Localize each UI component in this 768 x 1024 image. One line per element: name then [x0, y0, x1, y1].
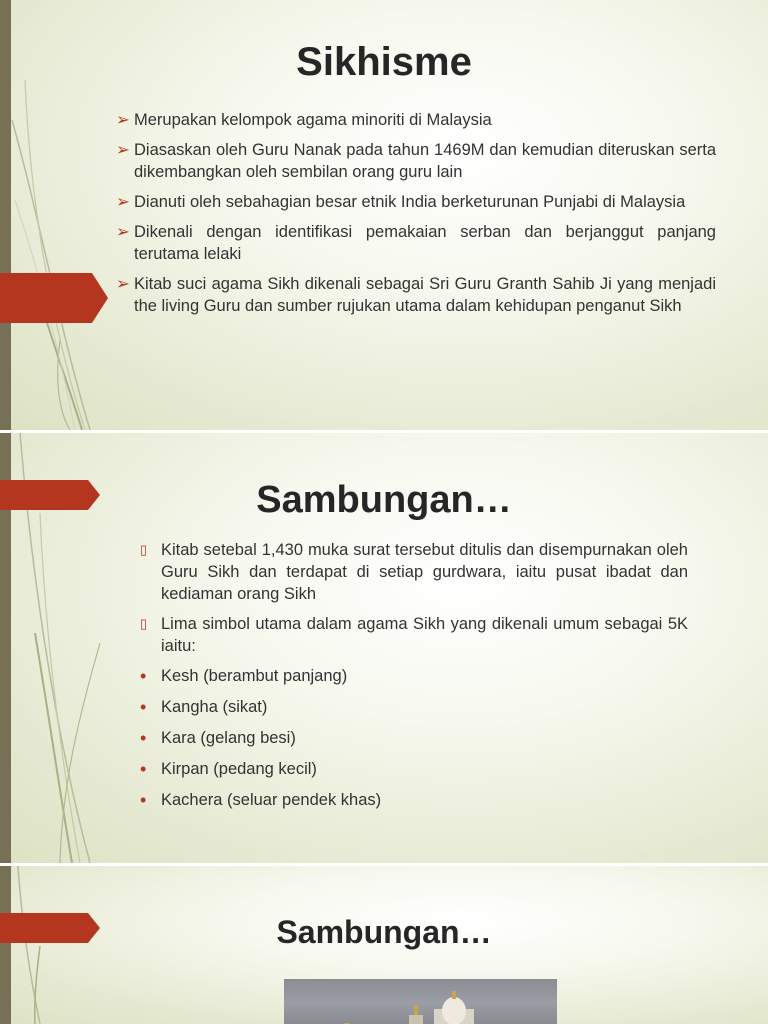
list-item: ➢ Dikenali dengan identifikasi pemakaian serban dan berjanggut panjang terutama lelaki	[116, 223, 716, 263]
slide-title: Sambungan…	[276, 914, 492, 950]
list-item: ➢ Dianuti oleh sebahagian besar etnik India berketurunan Punjabi di Malaysia	[116, 193, 686, 211]
slide-1	[0, 0, 768, 430]
list-item: ➢ Merupakan kelompok agama minoriti di Malaysia	[116, 111, 492, 129]
dot-bullet-icon: •	[140, 759, 147, 779]
dot-bullet-icon: •	[140, 697, 147, 717]
gurdwara-photo	[284, 979, 557, 1024]
slide-2	[0, 433, 768, 863]
list-item: • Kara (gelang besi)	[140, 728, 296, 748]
red-arrow-tab	[0, 273, 110, 323]
arrow-bullet-icon: ➢	[116, 111, 130, 129]
slide-3	[0, 866, 768, 1024]
dot-bullet-icon: •	[140, 790, 147, 810]
list-item: • Kirpan (pedang kecil)	[140, 759, 317, 779]
arrow-bullet-icon: ➢	[116, 275, 130, 293]
list-item: ➢ Diasaskan oleh Guru Nanak pada tahun 1469M dan kemudian diteruskan serta dikembangkan oleh sembilan orang guru lain	[116, 141, 716, 181]
dot-bullet-icon: •	[140, 666, 147, 686]
arrow-bullet-icon: ➢	[116, 141, 130, 159]
dot-bullet-icon: •	[140, 728, 147, 748]
list-item: ➢ Kitab suci agama Sikh dikenali sebagai Sri Guru Granth Sahib Ji yang menjadi the living Guru dan sumber rujukan utama dalam kehidupan penganut Sikh	[116, 275, 716, 315]
arrow-bullet-icon: ➢	[116, 193, 130, 211]
list-item: ▯ Lima simbol utama dalam agama Sikh yang dikenali umum sebagai 5K iaitu:	[140, 615, 688, 655]
gurdwara-dome-image	[284, 979, 557, 1024]
bullet-list	[116, 109, 716, 325]
box-bullet-icon: ▯	[140, 542, 148, 557]
slide-title: Sikhisme	[296, 40, 472, 84]
slide-title: Sambungan…	[256, 479, 512, 521]
bullet-list	[140, 539, 688, 820]
list-item: ▯ Kitab setebal 1,430 muka surat tersebut ditulis dan disempurnakan oleh Guru Sikh dan terdapat di setiap gurdwara, iaitu pusat ibadat dan kediaman orang Sikh	[140, 541, 688, 603]
list-item: • Kesh (berambut panjang)	[140, 666, 348, 686]
box-bullet-icon: ▯	[140, 616, 148, 631]
list-item: • Kangha (sikat)	[140, 697, 268, 717]
arrow-bullet-icon: ➢	[116, 223, 130, 241]
list-item: • Kachera (seluar pendek khas)	[140, 790, 382, 810]
